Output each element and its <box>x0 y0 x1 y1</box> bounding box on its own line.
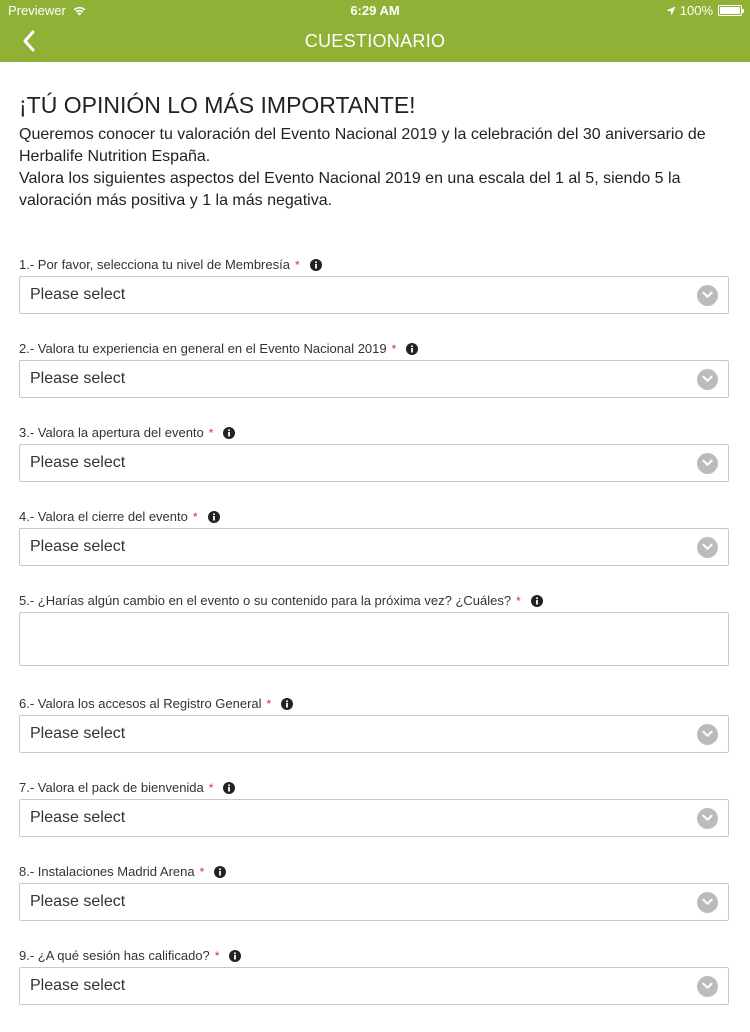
required-marker: * <box>391 342 397 356</box>
status-bar <box>0 0 750 20</box>
question-label <box>19 509 731 525</box>
required-marker: * <box>199 865 205 879</box>
select-value: Please select <box>30 725 126 742</box>
question-6-select[interactable] <box>19 715 729 753</box>
question-label-text: 1.- Por favor, selecciona tu nivel de Membresía <box>19 257 290 272</box>
info-icon[interactable] <box>531 595 543 607</box>
question-7-select[interactable] <box>19 799 729 837</box>
question-label <box>19 864 731 880</box>
required-marker: * <box>294 258 300 272</box>
question-2-select[interactable] <box>19 360 729 398</box>
carrier-label: Previewer <box>8 3 66 18</box>
battery-percent: 100% <box>679 3 713 18</box>
select-value: Please select <box>30 809 126 826</box>
intro-text <box>19 124 731 212</box>
question-1-select[interactable] <box>19 276 729 314</box>
question-label-text: 2.- Valora tu experiencia en general en el Evento Nacional 2019 <box>19 341 387 356</box>
status-right <box>666 3 742 18</box>
questionnaire-content <box>19 62 731 1032</box>
info-icon[interactable] <box>229 950 241 962</box>
select-value: Please select <box>30 454 126 471</box>
chevron-down-icon <box>697 808 718 829</box>
question-3 <box>19 425 731 482</box>
question-label <box>19 696 731 712</box>
questions-list <box>19 257 731 1005</box>
nav-title: CUESTIONARIO <box>304 31 446 51</box>
info-icon[interactable] <box>208 511 220 523</box>
chevron-down-icon <box>697 453 718 474</box>
question-7 <box>19 780 731 837</box>
select-value: Please select <box>30 977 126 994</box>
page-title: ¡TÚ OPINIÓN LO MÁS IMPORTANTE! <box>19 92 416 118</box>
question-5-textarea[interactable] <box>19 612 729 666</box>
question-9 <box>19 948 731 1005</box>
chevron-down-icon <box>697 369 718 390</box>
chevron-down-icon <box>697 537 718 558</box>
question-label <box>19 257 731 273</box>
select-value: Please select <box>30 286 126 303</box>
required-marker: * <box>266 697 272 711</box>
status-time: 6:29 AM <box>350 3 400 18</box>
question-label <box>19 425 731 441</box>
chevron-down-icon <box>697 724 718 745</box>
question-1 <box>19 257 731 314</box>
question-5 <box>19 593 731 666</box>
info-icon[interactable] <box>281 698 293 710</box>
info-icon[interactable] <box>223 782 235 794</box>
question-3-select[interactable] <box>19 444 729 482</box>
question-label-text: 4.- Valora el cierre del evento <box>19 509 188 524</box>
chevron-down-icon <box>697 976 718 997</box>
chevron-down-icon <box>697 285 718 306</box>
required-marker: * <box>208 781 214 795</box>
info-icon[interactable] <box>223 427 235 439</box>
select-value: Please select <box>30 538 126 555</box>
location-arrow-icon <box>666 6 676 16</box>
question-4-select[interactable] <box>19 528 729 566</box>
info-icon[interactable] <box>406 343 418 355</box>
question-4 <box>19 509 731 566</box>
question-label-text: 5.- ¿Harías algún cambio en el evento o su contenido para la próxima vez? ¿Cuáles? <box>19 593 512 608</box>
required-marker: * <box>516 594 521 608</box>
question-label <box>19 780 731 796</box>
select-value: Please select <box>30 893 126 910</box>
question-6 <box>19 696 731 753</box>
question-label <box>19 593 731 609</box>
select-value: Please select <box>30 370 126 387</box>
intro-paragraph-1: Queremos conocer tu valoración del Evento Nacional 2019 y la celebración del 30 aniversario de Herbalife Nutrition España. <box>19 126 706 165</box>
required-marker: * <box>192 510 198 524</box>
question-label <box>19 948 731 964</box>
question-8-select[interactable] <box>19 883 729 921</box>
info-icon[interactable] <box>310 259 322 271</box>
question-label <box>19 341 731 357</box>
battery-icon <box>718 5 742 16</box>
question-label-text: 9.- ¿A qué sesión has calificado? <box>19 948 210 963</box>
chevron-down-icon <box>697 892 718 913</box>
intro-paragraph-2: Valora los siguientes aspectos del Evento Nacional 2019 en una escala del 1 al 5, siendo 5 la valoración más positiva y 1 la más negativa. <box>19 170 681 209</box>
question-label-text: 6.- Valora los accesos al Registro General <box>19 696 262 711</box>
nav-bar <box>0 20 750 62</box>
question-label-text: 8.- Instalaciones Madrid Arena <box>19 864 195 879</box>
required-marker: * <box>208 426 214 440</box>
question-label-text: 7.- Valora el pack de bienvenida <box>19 780 204 795</box>
question-label-text: 3.- Valora la apertura del evento <box>19 425 204 440</box>
question-9-select[interactable] <box>19 967 729 1005</box>
question-8 <box>19 864 731 921</box>
question-2 <box>19 341 731 398</box>
info-icon[interactable] <box>214 866 226 878</box>
required-marker: * <box>214 949 220 963</box>
